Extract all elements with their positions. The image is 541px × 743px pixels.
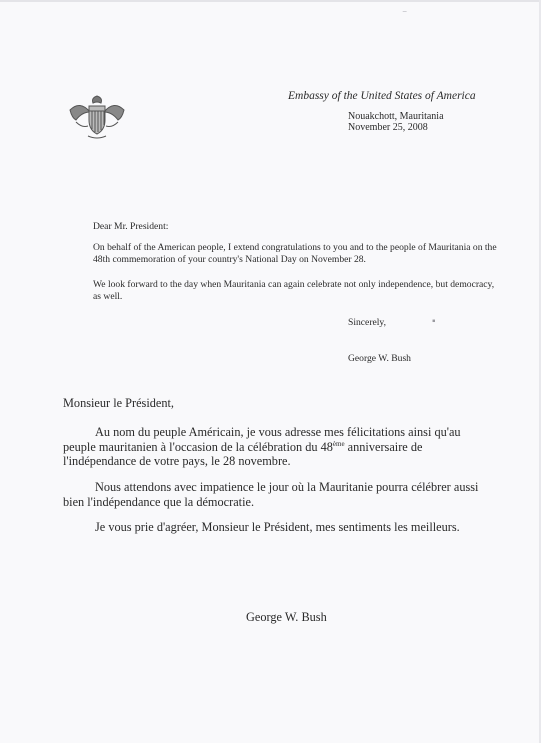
scan-mark: ▪	[432, 316, 436, 327]
french-paragraph-3: Je vous prie d'agréer, Monsieur le Président, mes sentiments les meilleurs.	[95, 520, 460, 534]
date-line: November 25, 2008	[348, 122, 428, 133]
french-paragraph-2: Nous attendons avec impatience le jour où la Mauritanie pourra célébrer aussi bien l'indépendance que la démocratie.	[63, 480, 479, 509]
page-edge-top	[0, 0, 541, 2]
great-seal-icon	[68, 92, 126, 140]
city-line: Nouakchott, Mauritania	[348, 111, 444, 122]
english-paragraph-1: On behalf of the American people, I extend congratulations to you and to the people of Mauritania on the 48th commemoration of your country's National Day on November 28.	[93, 242, 497, 265]
embassy-title: Embassy of the United States of America	[288, 90, 476, 102]
english-closing: Sincerely,	[348, 317, 387, 328]
english-paragraph-2: We look forward to the day when Mauritania can again celebrate not only independence, but democracy, as well.	[93, 279, 495, 302]
ordinal-superscript: ème	[332, 439, 345, 448]
french-paragraph-1: Au nom du peuple Américain, je vous adresse mes félicitations ainsi qu'au peuple mauritanien à l'occasion de la célébration du 48ème anniversaire de l'indépendance de votre pays, le 28 novembre.	[63, 425, 461, 469]
english-signature: George W. Bush	[348, 353, 411, 364]
location-date	[348, 111, 444, 133]
french-greeting: Monsieur le Président,	[63, 396, 174, 410]
english-greeting: Dear Mr. President:	[93, 221, 169, 232]
french-signature: George W. Bush	[246, 610, 327, 624]
scan-mark: ‾	[403, 12, 407, 23]
